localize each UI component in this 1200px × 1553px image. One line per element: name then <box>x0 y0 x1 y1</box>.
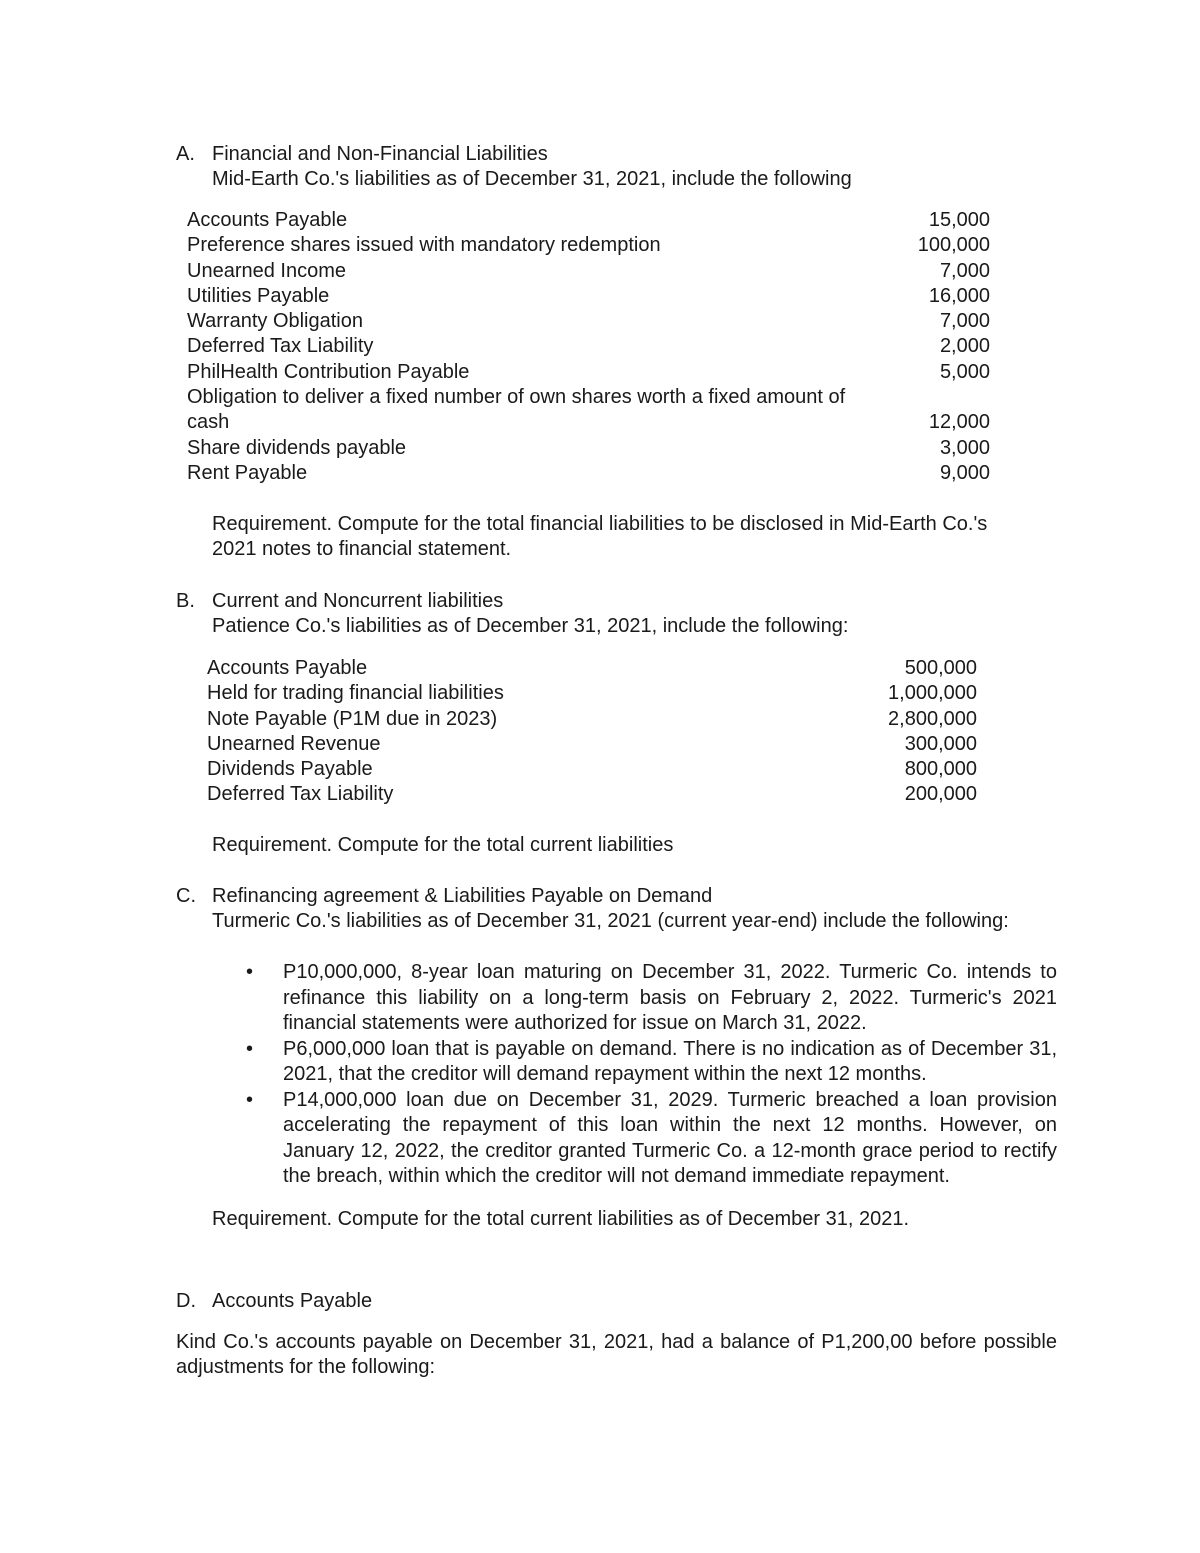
section-a-requirement-line1: Requirement. Compute for the total financial liabilities to be disclosed in Mid-Earth Co.'s <box>212 513 988 535</box>
section-a-row-label: Rent Payable <box>187 461 308 484</box>
section-a-title: Financial and Non-Financial Liabilities <box>212 143 548 165</box>
section-a-row-label: Unearned Income <box>187 259 346 282</box>
section-b-row-amount: 300,000 <box>904 732 977 755</box>
section-a-row <box>187 208 990 233</box>
section-c-letter: C. <box>176 885 196 907</box>
section-a-row <box>187 461 990 486</box>
section-c-bullet-item <box>246 1037 1057 1088</box>
section-b-row-label: Accounts Payable <box>207 657 368 679</box>
section-c-bullet-text: P14,000,000 loan due on December 31, 2029. Turmeric breached a loan provision accelerating the repayment of this loan within the next 12 months. However, on January 12, 2022, the creditor granted Turmeric Co. a 12-month grace period to rectify the breach, within which the creditor will not demand immediate repayment. <box>283 1088 1057 1187</box>
section-a-table <box>187 208 990 486</box>
section-a-row <box>187 233 990 258</box>
section-a-row <box>187 309 990 334</box>
section-b-row-amount: 800,000 <box>904 758 977 781</box>
section-a-row-label: Deferred Tax Liability <box>187 335 374 358</box>
section-b-intro: Patience Co.'s liabilities as of December 31, 2021, include the following: <box>212 615 849 637</box>
section-a-row-label: Obligation to deliver a fixed number of own shares worth a fixed amount of cash <box>187 386 846 434</box>
section-a-row-label: Preference shares issued with mandatory redemption <box>187 234 661 257</box>
section-a-row <box>187 284 990 309</box>
section-a-intro: Mid-Earth Co.'s liabilities as of December 31, 2021, include the following <box>212 168 852 190</box>
section-a-row-amount: 2,000 <box>939 335 990 358</box>
section-d-title: Accounts Payable <box>212 1290 373 1312</box>
section-a-row-amount: 12,000 <box>928 411 990 434</box>
bullet-icon: • <box>246 961 254 983</box>
section-a-row <box>187 360 990 385</box>
section-d-paragraph: Kind Co.'s accounts payable on December 31, 2021, had a balance of P1,200,00 before possible adjustments for the following: <box>176 1331 1057 1378</box>
section-a-requirement-line2: 2021 notes to financial statement. <box>212 538 512 560</box>
section-a-row-label: Warranty Obligation <box>187 310 363 333</box>
section-a-row <box>187 385 990 436</box>
section-b-title: Current and Noncurrent liabilities <box>212 590 504 612</box>
section-b-row <box>207 681 977 706</box>
section-c-bullet-list <box>246 960 1057 1190</box>
section-b-row <box>207 782 977 807</box>
section-b-row-label: Note Payable (P1M due in 2023) <box>207 707 498 730</box>
section-b-letter: B. <box>176 590 195 612</box>
section-b-row-amount: 1,000,000 <box>888 682 977 705</box>
section-a-row-label: PhilHealth Contribution Payable <box>187 360 470 383</box>
section-c-intro: Turmeric Co.'s liabilities as of December 31, 2021 (current year-end) include the following: <box>212 910 1009 932</box>
section-b-row <box>207 656 977 681</box>
section-b-row <box>207 732 977 757</box>
section-c-bullet-item <box>246 1088 1057 1190</box>
section-c-bullet-item <box>246 960 1057 1037</box>
bullet-icon: • <box>246 1037 254 1060</box>
section-d-letter: D. <box>176 1290 196 1312</box>
section-a-row-amount: 7,000 <box>939 310 990 333</box>
section-b-table <box>207 656 977 808</box>
section-a-row-amount: 3,000 <box>939 436 990 459</box>
section-a-row <box>187 334 990 359</box>
section-b-row-label: Held for trading financial liabilities <box>207 682 504 705</box>
section-a-row-amount: 16,000 <box>928 284 990 307</box>
section-b-row-label: Unearned Revenue <box>207 732 381 755</box>
section-a-row <box>187 259 990 284</box>
section-a-row-amount: 15,000 <box>928 209 990 231</box>
section-c-requirement: Requirement. Compute for the total current liabilities as of December 31, 2021. <box>212 1208 910 1230</box>
section-c-bullet-text: P10,000,000, 8-year loan maturing on December 31, 2022. Turmeric Co. intends to refinance this liability on a long-term basis on February 2, 2022. Turmeric's 2021 financial statements were authorized for issue on March 31, 2022. <box>283 961 1057 1034</box>
section-a-row <box>187 436 990 461</box>
section-b-row <box>207 757 977 782</box>
section-c-bullet-text: P6,000,000 loan that is payable on demand. There is no indication as of December 31, 2021, that the creditor will demand repayment within the next 12 months. <box>283 1037 1057 1085</box>
section-b-row-amount: 500,000 <box>904 657 977 679</box>
section-a-row-amount: 5,000 <box>939 360 990 383</box>
section-b-row-label: Dividends Payable <box>207 758 373 781</box>
section-a-row-amount: 9,000 <box>939 461 990 484</box>
section-a-letter: A. <box>176 143 195 165</box>
section-b-row-label: Deferred Tax Liability <box>207 783 394 806</box>
section-c-title: Refinancing agreement & Liabilities Payable on Demand <box>212 885 713 907</box>
section-b-requirement: Requirement. Compute for the total current liabilities <box>212 834 674 856</box>
section-b-row-amount: 2,800,000 <box>888 707 977 730</box>
section-a-row-amount: 7,000 <box>939 259 990 282</box>
section-b-row <box>207 707 977 732</box>
bullet-icon: • <box>246 1088 254 1111</box>
section-a-row-label: Share dividends payable <box>187 436 407 459</box>
section-a-row-label: Utilities Payable <box>187 284 330 307</box>
section-a-row-label: Accounts Payable <box>187 209 348 231</box>
section-b-row-amount: 200,000 <box>904 783 977 806</box>
section-a-row-amount: 100,000 <box>917 234 990 257</box>
